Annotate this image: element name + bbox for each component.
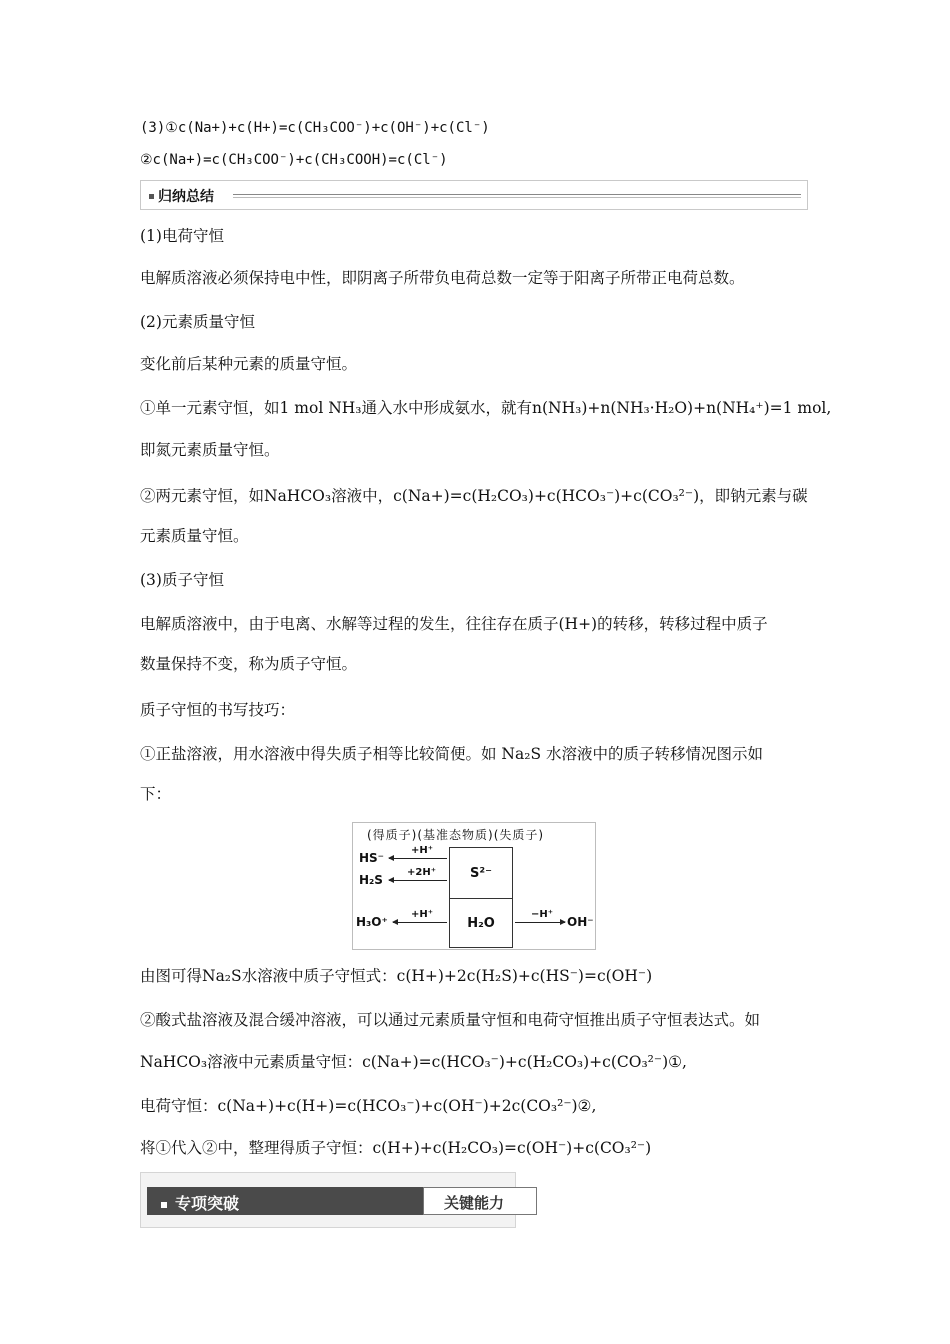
diagram-header: (得质子)(基准态物质)(失质子) [367,828,545,842]
right-arrow-icon [515,922,565,923]
h2s-label: H₂S [359,873,383,887]
proton-tips: 质子守恒的书写技巧： [140,701,296,719]
summary-title: 归纳总结 [149,186,214,206]
charge-body: 电解质溶液必须保持电中性，即阴离子所带负电荷总数一定等于阳离子所带正电荷总数。 [140,269,745,287]
left-arrow-icon [389,880,447,881]
plus-h-annotation: +H⁺ [411,845,434,856]
proton-tip2-line1: ②酸式盐溶液及混合缓冲溶液，可以通过元素质量守恒和电荷守恒推出质子守恒表达式。如 [140,1011,761,1029]
s2-box: S²⁻ [449,847,513,899]
element-item1-line1: ①单一元素守恒，如1 mol NH₃通入水中形成氨水，就有n(NH₃)+n(NH₃·H₂O)+n(NH₄⁺)=1 mol, [140,399,832,417]
proton-tip1-line2: 下： [140,785,172,803]
summary-section-header [140,180,808,210]
left-arrow-icon [389,858,447,859]
proton-transfer-diagram [352,822,596,950]
plus-h-annotation-2: +H⁺ [411,909,434,920]
h3o-label: H₃O⁺ [356,915,388,929]
h2o-box: H₂O [449,898,513,948]
proton-tip1-line1: ①正盐溶液，用水溶液中得失质子相等比较简便。如 Na₂S 水溶液中的质子转移情况图示如 [140,745,763,763]
square-bullet-icon [149,194,154,199]
hs-label: HS⁻ [359,851,385,865]
proton-tip2-line2: NaHCO₃溶液中元素质量守恒：c(Na+)=c(HCO₃⁻)+c(H₂CO₃)+c(CO₃²⁻)①, [140,1053,687,1071]
answer-3-line2: ②c(Na+)=c(CH₃COO⁻)+c(CH₃COOH)=c(Cl⁻) [140,152,448,168]
oh-label: OH⁻ [567,915,594,929]
proton-body-line2: 数量保持不变，称为质子守恒。 [140,655,358,673]
proton-result: 由图可得Na₂S水溶液中质子守恒式：c(H+)+2c(H₂S)+c(HS⁻)=c(OH⁻) [140,967,653,985]
element-item2-line2: 元素质量守恒。 [140,527,249,545]
left-arrow-icon [393,922,447,923]
section-banner [140,1172,516,1228]
minus-h-annotation: −H⁺ [531,909,554,920]
element-item1-line2: 即氮元素质量守恒。 [140,441,280,459]
banner-subtitle-block [423,1187,537,1215]
banner-title-block [147,1187,423,1215]
proton-heading: (3)质子守恒 [140,571,224,589]
element-heading: (2)元素质量守恒 [140,313,255,331]
proton-tip2-line3: 电荷守恒：c(Na+)+c(H+)=c(HCO₃⁻)+c(OH⁻)+2c(CO₃²⁻)②, [140,1097,597,1115]
charge-heading: (1)电荷守恒 [140,227,224,245]
divider [233,194,801,198]
proton-body-line1: 电解质溶液中，由于电离、水解等过程的发生，往往存在质子(H+)的转移，转移过程中质子 [140,615,768,633]
element-body: 变化前后某种元素的质量守恒。 [140,355,358,373]
answer-3-line1: (3)①c(Na+)+c(H+)=c(CH₃COO⁻)+c(OH⁻)+c(Cl⁻) [140,120,490,136]
proton-tip2-line4: 将①代入②中，整理得质子守恒：c(H+)+c(H₂CO₃)=c(OH⁻)+c(CO₃²⁻) [140,1139,652,1157]
plus-2h-annotation: +2H⁺ [407,867,436,878]
square-bullet-icon [161,1202,167,1208]
banner-title: 专项突破 [175,1194,240,1213]
element-item2-line1: ②两元素守恒，如NaHCO₃溶液中，c(Na+)=c(H₂CO₃)+c(HCO₃⁻)+c(CO₃²⁻)，即钠元素与碳 [140,487,808,505]
banner-subtitle: 关键能力 [444,1194,505,1212]
